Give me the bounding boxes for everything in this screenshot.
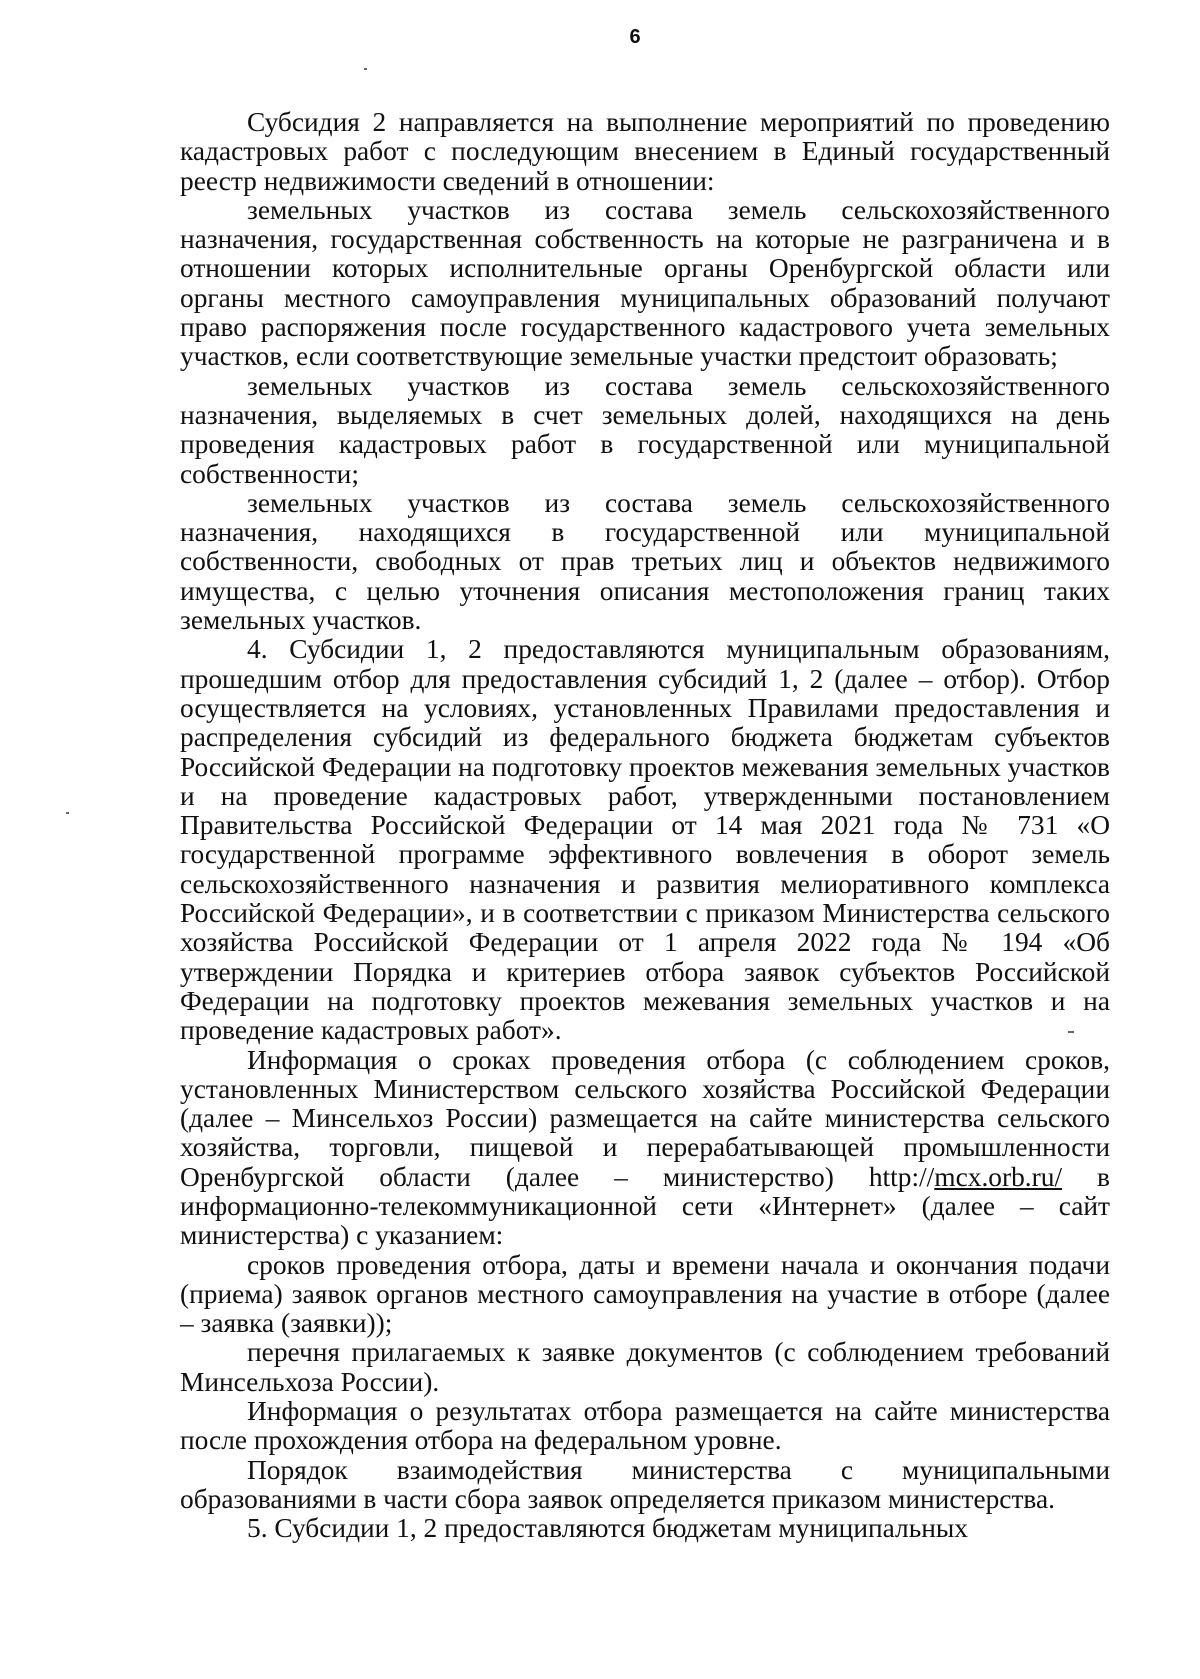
paragraph-land-plots-boundaries: земельных участков из состава земель сельскохозяйственного назначения, находящихся в государственной или муниципальной собственности, свободных от прав третьих лиц и объектов недвижимого имущества, с целью уточнения описания местоположения границ таких земельных участков. [180, 487, 1110, 636]
page-number: 6 [629, 26, 641, 48]
ministry-website-link[interactable] [869, 1162, 1062, 1192]
paragraph-interaction-order: Порядок взаимодействия министерства с муниципальными образованиями в части сбора заявок определяется приказом министерства. [180, 1454, 1110, 1514]
link-domain[interactable]: mcx.orb.ru/ [934, 1161, 1063, 1192]
paragraph-selection-info [180, 1046, 1110, 1251]
paragraph-documents-list: перечня прилагаемых к заявке документов (с соблюдением требований Минсельхоза России). [180, 1337, 1110, 1397]
paragraph-subsidy-2-purpose: Субсидия 2 направляется на выполнение мероприятий по проведению кадастровых работ с последующим внесением в Единый государственный реестр недвижимости сведений в отношении: [180, 107, 1110, 196]
scan-speck [66, 812, 69, 814]
paragraph-land-plots-unallocated: земельных участков из состава земель сельскохозяйственного назначения, государственная собственность на которые не разграничена и в отношении которых исполнительные органы Оренбургской области или органы местного самоуправления муниципальных образований получают право распоряжения после государственного кадастрового учета земельных участков, если соответствующие земельные участки предстоит образовать; [180, 194, 1110, 372]
paragraph-land-plots-shares: земельных участков из состава земель сельскохозяйственного назначения, выделяемых в счет земельных долей, находящихся на день проведения кадастровых работ в государственной или муниципальной собственности; [180, 370, 1110, 489]
link-prefix: http:// [868, 1161, 935, 1192]
selection-info-text-end: в информационно-телекоммуникационной сети «Интернет» (далее – сайт министерства) с указанием: [180, 1161, 1110, 1251]
paragraph-section-5-start: 5. Субсидии 1, 2 предоставляются бюджетам муниципальных [247, 1513, 968, 1544]
scan-speck [1068, 1031, 1074, 1033]
scan-speck [364, 68, 367, 70]
paragraph-section-4-selection: 4. Субсидии 1, 2 предоставляются муниципальным образованиям, прошедшим отбор для предоставления субсидий 1, 2 (далее – отбор). Отбор осуществляется на условиях, установленных Правилами предоставления и распределения субсидий из федерального бюджета бюджетам субъектов Российской Федерации на подготовку проектов межевания земельных участков и на проведение кадастровых работ, утвержденными постановлением Правительства Российской Федерации от 14 мая 2021 года № 731 «О государственной программе эффективного вовлечения в оборот земель сельскохозяйственного назначения и развития мелиоративного комплекса Российской Федерации», и в соответствии с приказом Министерства сельского хозяйства Российской Федерации от 1 апреля 2022 года № 194 «Об утверждении Порядка и критериев отбора заявок субъектов Российской Федерации на подготовку проектов межевания земельных участков и на проведение кадастровых работ». [180, 634, 1110, 1046]
selection-info-text: Информация о сроках проведения отбора (с соблюдением сроков, установленных Министерством сельского хозяйства Российской Федерации (далее – Минсельхоз России) размещается на сайте министерства сельского хозяйства, торговли, пищевой и перерабатывающей промышленности Оренбургской области (далее – министерство) [180, 1044, 1110, 1192]
paragraph-deadlines: сроков проведения отбора, даты и времени начала и окончания подачи (приема) заявок органов местного самоуправления на участие в отборе (далее – заявка (заявки)); [180, 1249, 1110, 1339]
document-body [180, 108, 1110, 1544]
paragraph-results-info: Информация о результатах отбора размещается на сайте министерства после прохождения отбора на федеральном уровне. [180, 1396, 1110, 1456]
